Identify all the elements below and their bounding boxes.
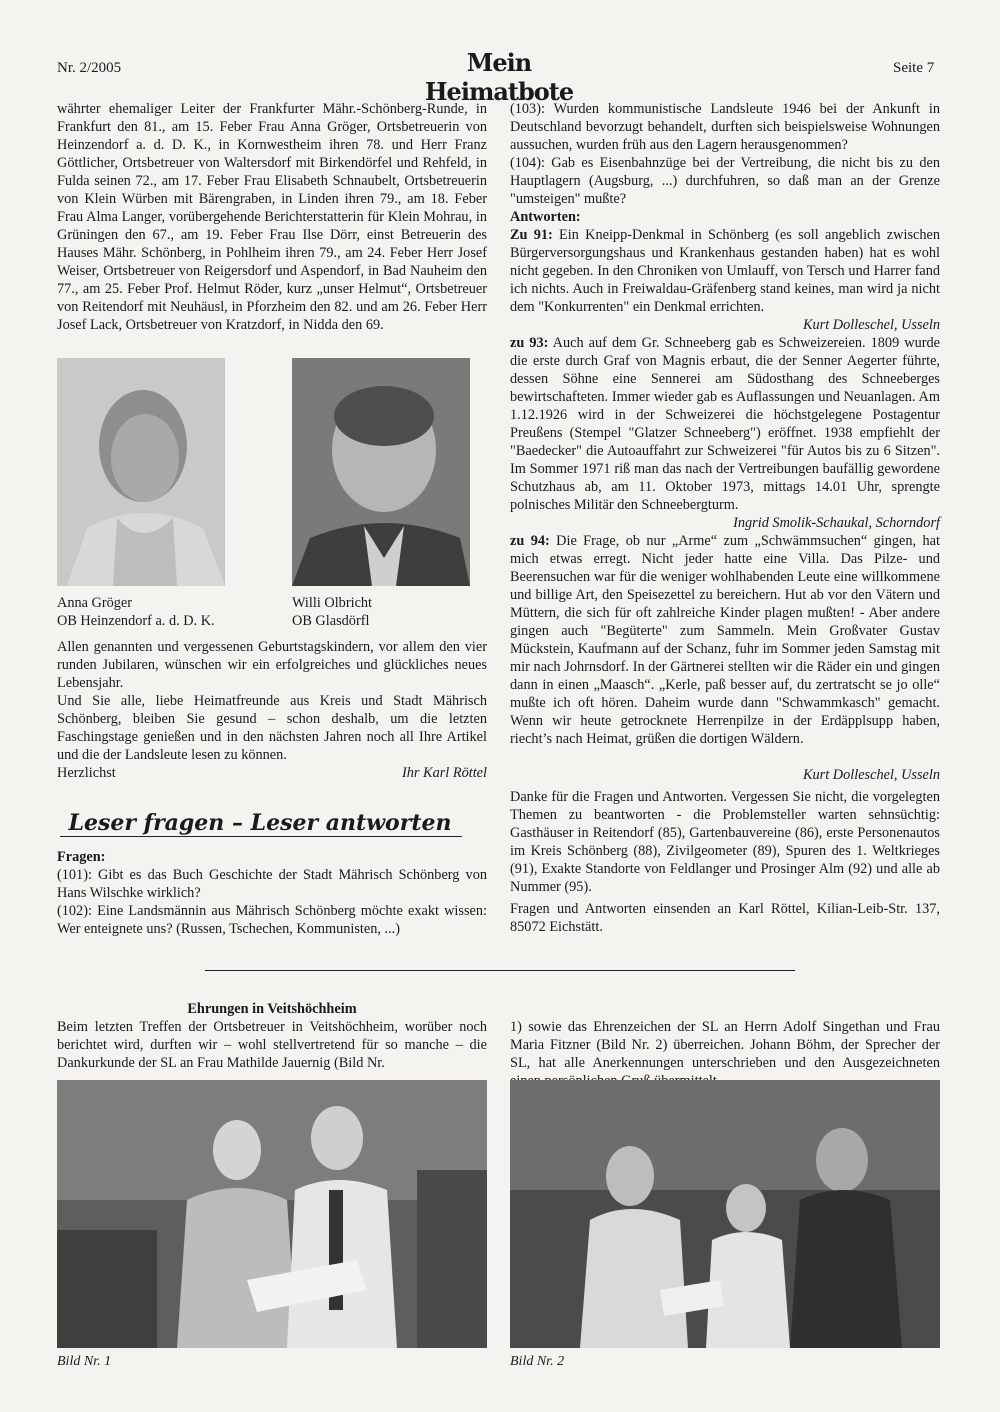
closing-greeting: Herzlichst [57, 765, 116, 781]
portrait-willi-image [292, 358, 470, 586]
caption-willi [292, 594, 372, 630]
figure-caption-1: Bild Nr. 1 [57, 1354, 112, 1369]
ehrungen-title: Ehrungen in Veitshöchheim [187, 1001, 357, 1017]
birthday-paragraph: währter ehemaliger Leiter der Frankfurter Mähr.-Schönberg-Runde, in Frankfurt den 81., am 15. Feber Frau Anna Gröger, Ortsbetreuerin von Heinzendorf a. d. D. K., in Kornwestheim ihren 78. und Herr Franz Göttlicher, Ortsbetreuer von Waltersdorf mit Birkendörfel und Rehfeld, in Fulda seinen 72., am 17. Feber Frau Elisabeth Schnaubelt, Ortsbetreuerin von Klein Würben mit Bärengraben, in Linden ihren 79., am 18. Feber Frau Alma Langer, vorübergehende Berichterstatterin für Klein Mohrau, in Grüningen den 67., am 19. Feber Frau Ilse Dörr, einst Betreuerin des Hauses Mähr. Schönberg, in Pohlheim ihren 79., am 24. Feber Herr Josef Weiser, Ortsbetreuer von Reigersdorf und Aspendorf, in Bad Nauheim den 77., am 25. Feber Prof. Helmut Röder, kurz „unser Helmut“, Ortsbetreuer von Reitendorf mit Neuhäusl, in Pforzheim den 82. und am 26. Feber Herr Josef Lack, Ortsbetreuer von Kratzdorf, in Nidda den 69. [57, 101, 487, 333]
closing-signature: Ihr Karl Röttel [402, 765, 487, 781]
leser-section-title: Leser fragen – Leser antworten [68, 810, 452, 836]
answer-93 [510, 334, 940, 514]
caption-anna-role: OB Heinzendorf a. d. D. K. [57, 613, 215, 629]
birthday-closing [57, 638, 487, 782]
photo-bild-1 [57, 1080, 487, 1348]
question-101: (101): Gibt es das Buch Geschichte der Stadt Mährisch Schönberg von Hans Wilschke wirklich? [57, 867, 487, 901]
photo-bild-2 [510, 1080, 940, 1348]
answer-93-text: Auch auf dem Gr. Schneeberg gab es Schweizereien. 1809 wurde die erste durch Graf von Magnis erbaut, die der Senner Aegerter führte, dessen Söhne eine Sennerei am Südosthang des Schneeberges bewirtschafteten. Immer wieder gab es Auflassungen und Neuanlagen. Am 1.12.1926 wird in der Schweizerei die höchstgelegene Postagentur Preußens (Stempel "Glatzer Schneeberg") eröffnet. 1938 empfiehlt der "Baedecker" die Autoauffahrt zur Schweizerei "für Autos bis zu 6 Sitzen". Im Sommer 1971 riß man das nach der Vertreibungen baufällig gewordene Schutzhaus ab, am 11. Oktober 1973, mittags 14.01 Uhr, sprengte polnisches Militär den Schneebergturm. [510, 335, 940, 513]
issue-number: Nr. 2/2005 [57, 60, 122, 76]
photo-bild-2-image [510, 1080, 940, 1348]
answer-93-label: zu 93: [510, 335, 549, 351]
ehrungen-text-left: Beim letzten Treffen der Ortsbetreuer in Veitshöchheim, worüber noch berichtet wird, durften wir – wohl stellvertretend für so manche – die Dankurkunde der SL an Frau Mathilde Jauernig (Bild Nr. [57, 1019, 487, 1071]
portrait-willi-olbricht [292, 358, 470, 586]
leser-title-underline [60, 836, 462, 837]
portrait-anna-groeger [57, 358, 225, 586]
send-to-address: Fragen und Antworten einsenden an Karl Röttel, Kilian-Leib-Str. 137, 85072 Eichstätt. [510, 901, 940, 935]
answer-91-text: Ein Kneipp-Denkmal in Schönberg (es soll angeblich zwischen Bürgerversorgungshaus und Krankenhaus gestanden haben) hat es wohl nicht gegeben. In den Chroniken von Umlauff, von Tersch und Harrer fand ich nichts. Auch in Freiwaldau-Gräfenberg stand keines, man wird ja nicht dem "Konkurrenten" ein Denkmal errichten. [510, 227, 940, 315]
caption-anna-name: Anna Gröger [57, 595, 133, 611]
questions-heading: Fragen: [57, 849, 106, 865]
closing-health: Und Sie alle, liebe Heimatfreunde aus Kreis und Stadt Mährisch Schönberg, bleiben Sie gesund – schon deshalb, um die letzten Faschingstage genießen und in den nächsten Jahren noch all Ihre Artikel und die der Landsleute lesen zu können. [57, 693, 487, 763]
birthday-list [57, 100, 487, 334]
question-104: (104): Gab es Eisenbahnzüge bei der Vertreibung, die nicht bis zu den Hauptlagern (Augsburg, ...) durchfuhren, so daß man an der Grenze "umsteigen" mußte? [510, 155, 940, 207]
closing-signature-row [57, 764, 487, 782]
thanks-paragraph: Danke für die Fragen und Antworten. Vergessen Sie nicht, die vorgelegten Themen zu beantworten - die Problemsteller warten sehnsüchtig: Gasthäuser in Reitendorf (85), Gartenbauvereine (86), erste Personenautos im Kreis Schönberg (88), Zivilgeometer (89), Spuren des 1. Weltkrieges (91), Exakte Standorte von Feldlanger und Prosinger Alm (92) und alle ab Nummer (95). [510, 789, 940, 895]
ehrungen-text-right: 1) sowie das Ehrenzeichen der SL an Herrn Adolf Singethan und Frau Maria Fitzner (Bild Nr. 2) überreichen. Johann Böhm, der Sprecher der SL, hat alle Anerkennungen unterschrieben und den Ausgezeichneten [510, 1019, 940, 1071]
section-divider [205, 970, 795, 971]
answer-91-label: Zu 91: [510, 227, 553, 243]
answer-94 [510, 532, 940, 748]
photo-bild-1-image [57, 1080, 487, 1348]
answer-91 [510, 226, 940, 316]
page-number: Seite 7 [893, 60, 935, 76]
questions-block [57, 848, 487, 938]
answer-94-label: zu 94: [510, 533, 550, 549]
answer-94-text: Die Frage, ob nur „Arme“ zum „Schwämmsuchen“ gingen, hat mich etwas erregt. Nicht jeder hatte eine Villa. Das Pilze- und Beerensuchen war für die weniger wohlhabenden Leute eine willkommene und billige Art, den Speisezettel zu bereichern. Hut ab vor den Vätern und Müttern, die sich für oft zahlreiche Kinder plagen mußten! - Aber andere gingen auch "Begüterte" zum Sammeln. Mein Großvater Gustav Mückstein, Kaufmann auf der Schanz, fuhr im Sommer jeden Samstag mit mir nach Johrnsdorf. In der Gärtnerei stellten wir die Räder ein und gingen dann in einen „Maasch“. „Kerle, paß besser auf, du zertratscht se jo olle“ mußte ich oft hören. Daheim wurde dann "Schwammkasch" gemacht. Wenn wir heute getrocknete Herrenpilze in der Erdäpplsupp haben, riecht’s nach Heimat, grüßen die dortigen Wäldern. [510, 533, 940, 747]
caption-willi-name: Willi Olbricht [292, 595, 373, 611]
portrait-anna-image [57, 358, 225, 586]
caption-willi-role: OB Glasdörfl [292, 613, 370, 629]
closing-wishes: Allen genannten und vergessenen Geburtstagskindern, vor allem den vier runden Jubilaren, wünschen wir ein erfolgreiches und glückliches neues Lebensjahr. [57, 639, 487, 691]
question-102: (102): Eine Landsmännin aus Mährisch Schönberg möchte exakt wissen: Wer enteignete uns? (Russen, Tschechen, Kommunisten, ...) [57, 903, 487, 937]
right-column [510, 100, 940, 936]
answer-93-signature: Ingrid Smolik-Schaukal, Schorndorf [733, 515, 940, 531]
answers-heading: Antworten: [510, 209, 581, 225]
answer-94-signature: Kurt Dolleschel, Usseln [802, 767, 940, 783]
answer-91-signature: Kurt Dolleschel, Usseln [802, 317, 940, 333]
ehrungen-left [57, 1000, 487, 1072]
figure-caption-2: Bild Nr. 2 [510, 1354, 565, 1369]
masthead-logo: Mein Heimatbote [424, 48, 574, 106]
caption-anna [57, 594, 215, 630]
question-103: (103): Wurden kommunistische Landsleute 1946 bei der Ankunft in Deutschland bevorzugt behandelt, durften sich beispielsweise Wohnungen aussuchen, wurden früh aus den Lagern herausgenommen? [510, 101, 940, 153]
